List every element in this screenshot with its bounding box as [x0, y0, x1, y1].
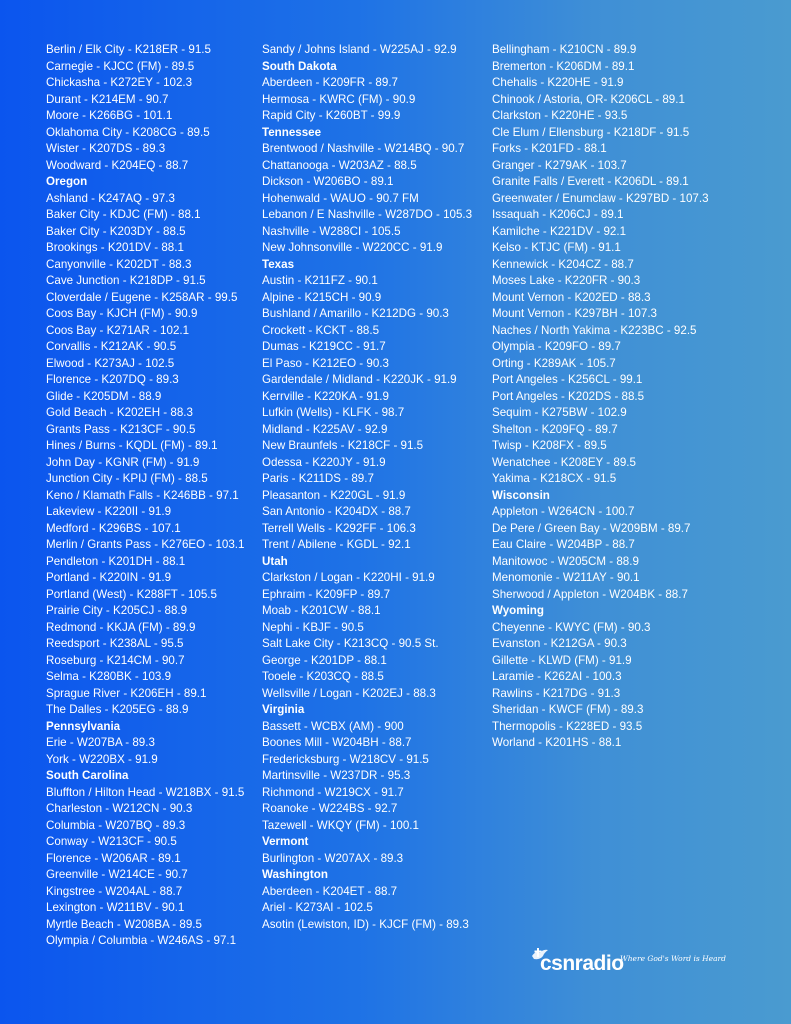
station-entry: Moses Lake - K220FR - 90.3 — [492, 274, 641, 287]
station-entry: Granger - K279AK - 103.7 — [492, 158, 627, 172]
station-entry: Portland (West) - K288FT - 105.5 — [46, 587, 217, 601]
station-entry: Mount Vernon - K202ED - 88.3 — [492, 290, 651, 304]
station-entry: Midland - K225AV - 92.9 — [262, 422, 388, 436]
station-entry: Ashland - K247AQ - 97.3 — [46, 191, 175, 205]
station-entry: Sprague River - K206EH - 89.1 — [46, 686, 207, 700]
station-entry: Crockett - KCKT - 88.5 — [262, 323, 380, 337]
station-entry: Orting - K289AK - 105.7 — [492, 356, 616, 370]
station-entry: Rawlins - K217DG - 91.3 — [492, 686, 621, 700]
station-entry: Mount Vernon - K297BH - 107.3 — [492, 307, 657, 320]
station-entry: Greenville - W214CE - 90.7 — [46, 868, 188, 881]
station-entry: Selma - K280BK - 103.9 — [46, 670, 172, 683]
station-entry: Trent / Abilene - KGDL - 92.1 — [262, 538, 411, 551]
station-entry: Burlington - W207AX - 89.3 — [262, 851, 404, 865]
station-entry: Martinsville - W237DR - 95.3 — [262, 769, 411, 782]
station-entry: Cheyenne - KWYC (FM) - 90.3 — [492, 620, 651, 634]
station-entry: San Antonio - K204DX - 88.7 — [262, 505, 411, 518]
station-entry: Sequim - K275BW - 102.9 — [492, 406, 627, 419]
station-entry: Chinook / Astoria, OR- K206CL - 89.1 — [492, 92, 685, 106]
station-entry: Bellingham - K210CN - 89.9 — [492, 43, 637, 56]
station-entry: Gold Beach - K202EH - 88.3 — [46, 406, 193, 419]
station-entry: Hohenwald - WAUO - 90.7 FM — [262, 191, 419, 205]
station-entry: Columbia - W207BQ - 89.3 — [46, 818, 186, 832]
station-entry: Twisp - K208FX - 89.5 — [492, 439, 607, 452]
station-entry: New Johnsonville - W220CC - 91.9 — [262, 241, 443, 254]
station-entry: Coos Bay - KJCH (FM) - 90.9 — [46, 307, 198, 320]
station-entry: Baker City - K203DY - 88.5 — [46, 224, 186, 238]
station-entry: Redmond - KKJA (FM) - 89.9 — [46, 620, 196, 634]
station-column-1 — [46, 42, 244, 950]
state-heading: Tennessee — [262, 125, 322, 139]
station-entry: Erie - W207BA - 89.3 — [46, 736, 155, 749]
station-entry: Baker City - KDJC (FM) - 88.1 — [46, 208, 201, 221]
station-entry: Lebanon / E Nashville - W287DO - 105.3 — [262, 208, 473, 221]
station-entry: Hines / Burns - KQDL (FM) - 89.1 — [46, 439, 218, 452]
station-entry: Eau Claire - W204BP - 88.7 — [492, 538, 635, 551]
station-entry: Chattanooga - W203AZ - 88.5 — [262, 158, 417, 172]
station-entry: Grants Pass - K213CF - 90.5 — [46, 422, 196, 436]
station-column-3 — [492, 42, 709, 752]
station-entry: Evanston - K212GA - 90.3 — [492, 637, 627, 650]
station-entry: Dickson - W206BO - 89.1 — [262, 175, 394, 188]
station-entry: Worland - K201HS - 88.1 — [492, 736, 622, 749]
station-entry: Salt Lake City - K213CQ - 90.5 St. — [262, 637, 439, 650]
station-entry: Florence - K207DQ - 89.3 — [46, 373, 179, 386]
station-entry: Gillette - KLWD (FM) - 91.9 — [492, 653, 632, 667]
station-entry: Yakima - K218CX - 91.5 — [492, 472, 617, 485]
station-entry: Keno / Klamath Falls - K246BB - 97.1 — [46, 488, 239, 502]
station-entry: Manitowoc - W205CM - 88.9 — [492, 554, 639, 568]
station-entry: Forks - K201FD - 88.1 — [492, 142, 607, 155]
station-entry: York - W220BX - 91.9 — [46, 752, 158, 766]
station-entry: Aberdeen - K204ET - 88.7 — [262, 884, 398, 898]
station-entry: Bushland / Amarillo - K212DG - 90.3 — [262, 307, 449, 320]
station-entry: Chickasha - K272EY - 102.3 — [46, 76, 193, 89]
station-entry: Cle Elum / Ellensburg - K218DF - 91.5 — [492, 125, 690, 139]
station-entry: Kingstree - W204AL - 88.7 — [46, 884, 183, 898]
station-entry: Junction City - KPIJ (FM) - 88.5 — [46, 472, 208, 485]
state-heading: South Dakota — [262, 59, 337, 73]
station-entry: George - K201DP - 88.1 — [262, 653, 387, 667]
station-entry: Laramie - K262AI - 100.3 — [492, 670, 622, 683]
station-entry: Greenwater / Enumclaw - K297BD - 107.3 — [492, 191, 709, 205]
station-entry: Asotin (Lewiston, ID) - KJCF (FM) - 89.3 — [262, 917, 469, 931]
station-entry: Ariel - K273AI - 102.5 — [262, 901, 373, 914]
station-entry: Reedsport - K238AL - 95.5 — [46, 637, 184, 650]
station-entry: Pendleton - K201DH - 88.1 — [46, 554, 186, 568]
station-entry: Granite Falls / Everett - K206DL - 89.1 — [492, 175, 689, 188]
station-entry: Rapid City - K260BT - 99.9 — [262, 109, 401, 122]
station-entry: Conway - W213CF - 90.5 — [46, 835, 177, 848]
logo-wordmark: csnradio — [540, 952, 624, 975]
station-entry: Port Angeles - K256CL - 99.1 — [492, 373, 643, 386]
station-entry: Kerrville - K220KA - 91.9 — [262, 389, 389, 403]
state-heading: Utah — [262, 554, 288, 568]
station-entry: Moore - K266BG - 101.1 — [46, 109, 173, 122]
station-entry: Canyonville - K202DT - 88.3 — [46, 257, 192, 271]
state-heading: South Carolina — [46, 769, 129, 782]
station-entry: El Paso - K212EO - 90.3 — [262, 356, 389, 370]
station-entry: Nephi - KBJF - 90.5 — [262, 620, 364, 634]
station-entry: Medford - K296BS - 107.1 — [46, 521, 181, 535]
station-entry: Tooele - K203CQ - 88.5 — [262, 670, 384, 683]
station-entry: Roanoke - W224BS - 92.7 — [262, 802, 398, 815]
state-heading: Texas — [262, 257, 295, 271]
station-entry: Brookings - K201DV - 88.1 — [46, 241, 184, 254]
station-entry: De Pere / Green Bay - W209BM - 89.7 — [492, 521, 691, 535]
station-entry: Corvallis - K212AK - 90.5 — [46, 340, 177, 353]
station-entry: Kamilche - K221DV - 92.1 — [492, 224, 627, 238]
station-entry: Naches / North Yakima - K223BC - 92.5 — [492, 323, 697, 337]
station-entry: Lufkin (Wells) - KLFK - 98.7 — [262, 406, 405, 419]
station-entry: Chehalis - K220HE - 91.9 — [492, 76, 624, 89]
station-entry: Clarkston / Logan - K220HI - 91.9 — [262, 571, 435, 584]
station-entry: Bluffton / Hilton Head - W218BX - 91.5 — [46, 785, 245, 799]
station-entry: Terrell Wells - K292FF - 106.3 — [262, 521, 416, 535]
station-entry: Richmond - W219CX - 91.7 — [262, 785, 404, 799]
station-entry: Merlin / Grants Pass - K276EO - 103.1 — [46, 538, 245, 551]
station-entry: Bassett - WCBX (AM) - 900 — [262, 719, 404, 733]
station-entry: Paris - K211DS - 89.7 — [262, 472, 374, 485]
station-entry: Florence - W206AR - 89.1 — [46, 851, 181, 865]
station-entry: John Day - KGNR (FM) - 91.9 — [46, 455, 200, 469]
station-entry: Sheridan - KWCF (FM) - 89.3 — [492, 703, 644, 716]
station-entry: Charleston - W212CN - 90.3 — [46, 802, 193, 815]
station-entry: Oklahoma City - K208CG - 89.5 — [46, 125, 210, 139]
station-entry: Ephraim - K209FP - 89.7 — [262, 587, 391, 601]
station-entry: Appleton - W264CN - 100.7 — [492, 505, 635, 518]
station-entry: Carnegie - KJCC (FM) - 89.5 — [46, 59, 195, 73]
station-entry: Port Angeles - K202DS - 88.5 — [492, 389, 645, 403]
station-entry: Tazewell - WKQY (FM) - 100.1 — [262, 818, 419, 832]
station-entry: Pleasanton - K220GL - 91.9 — [262, 488, 406, 502]
station-column-2 — [262, 42, 472, 933]
station-entry: Thermopolis - K228ED - 93.5 — [492, 719, 643, 733]
station-entry: Sherwood / Appleton - W204BK - 88.7 — [492, 587, 688, 601]
station-entry: Portland - K220IN - 91.9 — [46, 571, 172, 584]
station-entry: Wenatchee - K208EY - 89.5 — [492, 455, 636, 469]
station-entry: Bremerton - K206DM - 89.1 — [492, 59, 635, 73]
logo-tagline: Where God's Word is Heard — [620, 954, 726, 963]
station-entry: Brentwood / Nashville - W214BQ - 90.7 — [262, 142, 465, 155]
station-entry: Sandy / Johns Island - W225AJ - 92.9 — [262, 43, 457, 56]
station-entry: Dumas - K219CC - 91.7 — [262, 340, 386, 353]
station-entry: Lexington - W211BV - 90.1 — [46, 901, 185, 914]
state-heading: Oregon — [46, 175, 88, 188]
station-entry: Durant - K214EM - 90.7 — [46, 92, 169, 106]
state-heading: Pennsylvania — [46, 719, 121, 733]
state-heading: Virginia — [262, 703, 305, 716]
station-entry: Berlin / Elk City - K218ER - 91.5 — [46, 43, 211, 56]
station-entry: Hermosa - KWRC (FM) - 90.9 — [262, 92, 416, 106]
station-entry: Glide - K205DM - 88.9 — [46, 389, 162, 403]
station-entry: Alpine - K215CH - 90.9 — [262, 290, 382, 304]
station-entry: Gardendale / Midland - K220JK - 91.9 — [262, 373, 457, 386]
station-entry: Austin - K211FZ - 90.1 — [262, 274, 378, 287]
station-entry: Lakeview - K220II - 91.9 — [46, 505, 172, 518]
state-heading: Wyoming — [492, 604, 544, 617]
station-entry: Kelso - KTJC (FM) - 91.1 — [492, 241, 621, 254]
station-entry: Wellsville / Logan - K202EJ - 88.3 — [262, 686, 436, 700]
state-heading: Wisconsin — [492, 488, 550, 502]
state-heading: Washington — [262, 868, 328, 881]
csn-radio-logo — [528, 946, 728, 980]
station-entry: Roseburg - K214CM - 90.7 — [46, 653, 185, 667]
station-entry: Wister - K207DS - 89.3 — [46, 142, 166, 155]
station-entry: Cave Junction - K218DP - 91.5 — [46, 274, 206, 287]
station-entry: Boones Mill - W204BH - 88.7 — [262, 736, 412, 749]
station-entry: Nashville - W288CI - 105.5 — [262, 224, 401, 238]
station-entry: Olympia / Columbia - W246AS - 97.1 — [46, 934, 237, 947]
station-entry: Shelton - K209FQ - 89.7 — [492, 422, 618, 436]
station-entry: Myrtle Beach - W208BA - 89.5 — [46, 917, 202, 931]
station-entry: Clarkston - K220HE - 93.5 — [492, 109, 628, 122]
station-entry: Odessa - K220JY - 91.9 — [262, 455, 386, 469]
station-entry: Coos Bay - K271AR - 102.1 — [46, 323, 190, 337]
station-entry: Kennewick - K204CZ - 88.7 — [492, 257, 634, 271]
station-entry: Fredericksburg - W218CV - 91.5 — [262, 752, 429, 766]
station-entry: The Dalles - K205EG - 88.9 — [46, 703, 189, 716]
station-entry: Menomonie - W211AY - 90.1 — [492, 571, 640, 584]
station-entry: Moab - K201CW - 88.1 — [262, 604, 381, 617]
station-entry: Prairie City - K205CJ - 88.9 — [46, 604, 188, 617]
state-heading: Vermont — [262, 835, 309, 848]
station-entry: Cloverdale / Eugene - K258AR - 99.5 — [46, 290, 238, 304]
station-entry: Aberdeen - K209FR - 89.7 — [262, 76, 398, 89]
station-entry: Olympia - K209FO - 89.7 — [492, 340, 621, 353]
station-entry: Elwood - K273AJ - 102.5 — [46, 356, 175, 370]
station-entry: Woodward - K204EQ - 88.7 — [46, 158, 189, 172]
station-entry: New Braunfels - K218CF - 91.5 — [262, 439, 424, 452]
station-entry: Issaquah - K206CJ - 89.1 — [492, 208, 624, 221]
